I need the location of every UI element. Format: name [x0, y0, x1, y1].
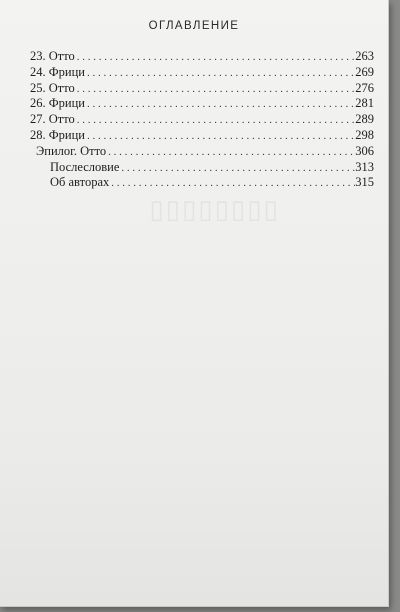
- dot-leader: [85, 97, 355, 113]
- toc-entry-page: 263: [355, 49, 374, 63]
- bleed-through-text: ▯▯▯▯▯▯▯▯: [147, 195, 278, 224]
- toc-entry-page: 289: [355, 112, 374, 127]
- toc-entry-title: 25. Отто: [30, 80, 75, 95]
- toc-entry: [30, 96, 374, 112]
- toc-entry: [30, 128, 374, 144]
- toc-entry-page: 313: [355, 159, 374, 174]
- toc-entry: [30, 112, 374, 128]
- toc-entry-page: 315: [355, 175, 374, 190]
- toc-entry-title: Эпилог. Отто: [36, 143, 107, 158]
- toc-entry-title: Об авторах: [50, 175, 110, 190]
- toc-entry: [30, 144, 374, 160]
- dot-leader: [75, 113, 355, 129]
- dot-leader: [119, 161, 355, 177]
- toc-entry: [30, 81, 374, 97]
- dot-leader: [106, 145, 355, 161]
- toc-entry-title: 26. Фрици: [30, 96, 85, 111]
- toc-entry-title: 24. Фрици: [30, 64, 85, 79]
- dot-leader: [109, 176, 355, 192]
- toc-entry-page: 306: [355, 143, 374, 158]
- page-heading: ОГЛАВЛЕНИЕ: [148, 20, 240, 32]
- toc-entry-page: 269: [355, 64, 374, 79]
- toc-entry: [30, 65, 374, 81]
- dot-leader: [75, 50, 355, 66]
- toc-entry-page: 298: [355, 127, 374, 142]
- dot-leader: [85, 129, 355, 145]
- toc-entry: [30, 160, 374, 176]
- table-of-contents: [30, 49, 374, 191]
- dot-leader: [85, 66, 355, 82]
- toc-entry-page: 276: [355, 80, 374, 95]
- dot-leader: [75, 82, 355, 98]
- toc-entry-title: 27. Отто: [30, 112, 75, 127]
- toc-entry-title: 28. Фрици: [30, 127, 85, 142]
- toc-entry-title: Послесловие: [50, 159, 120, 174]
- toc-entry-page: 281: [355, 96, 374, 111]
- toc-entry: [30, 175, 374, 191]
- toc-entry: [30, 49, 374, 65]
- toc-entry-title: 23. Отто: [30, 49, 75, 63]
